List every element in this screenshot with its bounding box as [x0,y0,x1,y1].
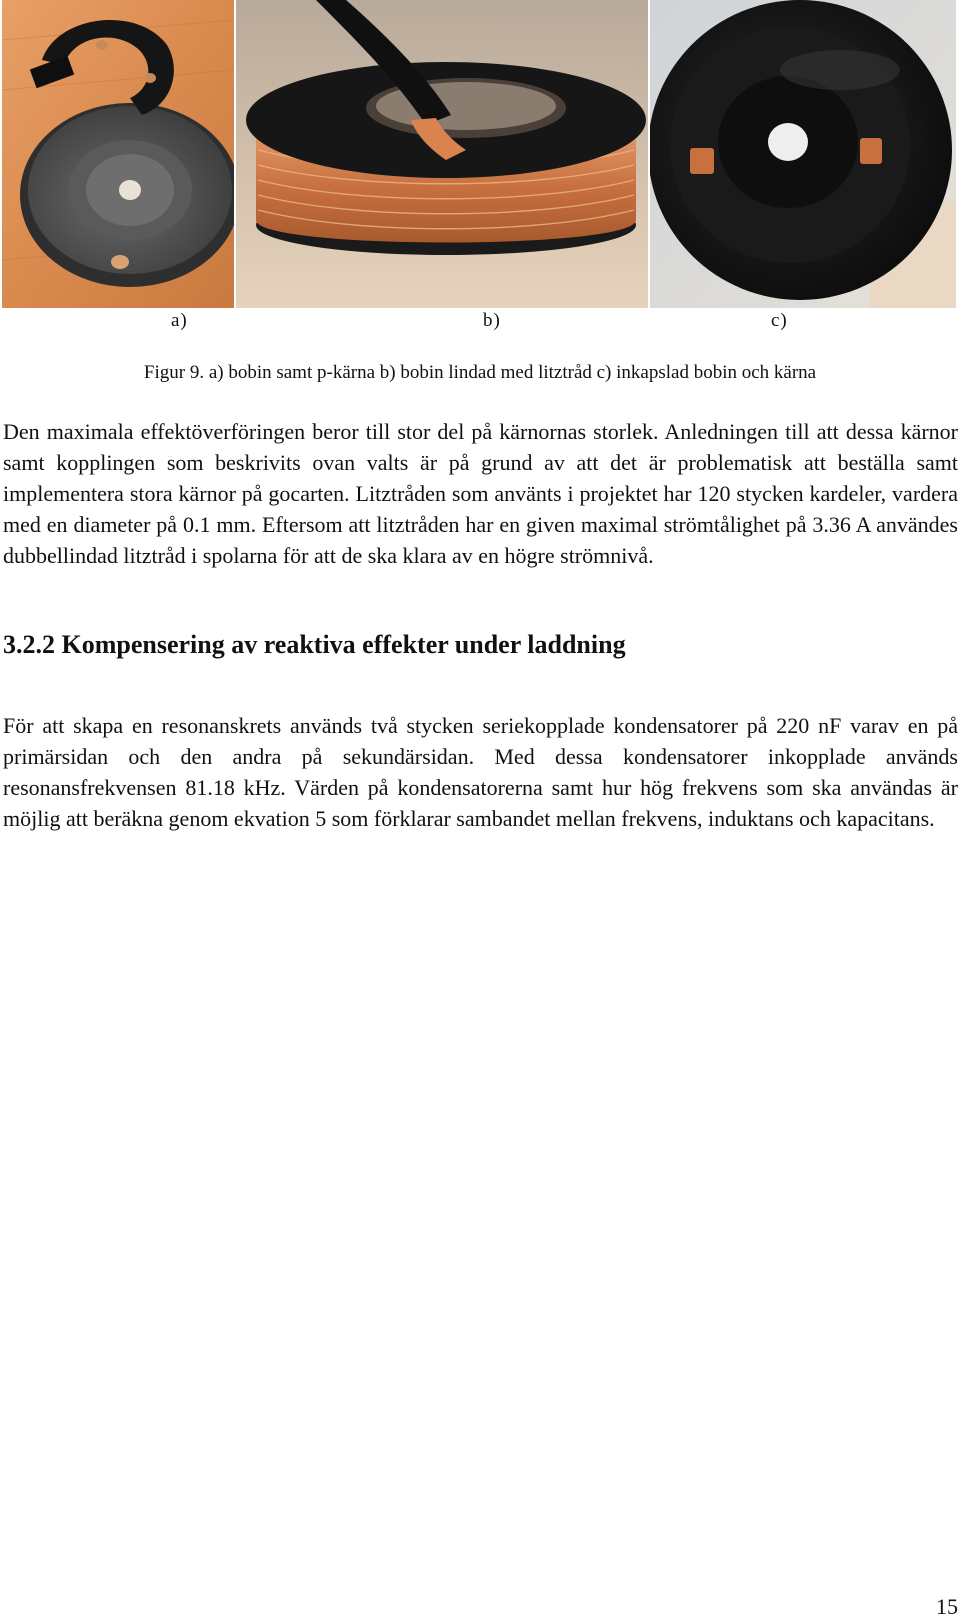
figure-sublabel-c: c) [771,310,788,331]
figure-caption: Figur 9. a) bobin samt p-kärna b) bobin lindad med litztråd c) inkapslad bobin och kärna [143,362,817,383]
body-paragraph-2: För att skapa en resonanskrets används två stycken seriekopplade kondensatorer på 220 nF varav en på primärsidan och den andra på sekundärsidan. Med dessa kondensatorer inkopplade används resonansfrekvensen 81.18 kHz. Värden på kondensatorerna samt hur hög frekvens som ska användas är möjlig att beräkna genom ekvation 5 som förklarar sambandet mellan frekvens, induktans och kapacitans. [3,713,958,831]
body-paragraph-1: Den maximala effektöverföringen beror till stor del på kärnornas storlek. Anledningen till att dessa kärnor samt kopplingen som beskrivits ovan valts är på grund av att det är problematisk att beställa samt implementera stora kärnor på gocarten. Litztråden som använts i projektet har 120 stycken kardeler, vardera med en diameter på 0.1 mm. Eftersom att litztråden har en given maximal strömtålighet på 3.36 A användes dubbellindad litztråd i spolarna för att de ska klara av en högre strömnivå. [3,419,958,568]
figure-sublabel-b: b) [483,310,501,331]
figure-sublabel-a: a) [171,310,188,331]
photo-wound-bobbin [236,0,648,308]
section-heading: 3.2.2 Kompensering av reaktiva effekter under laddning [3,630,626,659]
figure-photos [0,0,960,308]
page-number: 15 [936,1594,958,1619]
photo-bobbin-and-core [2,0,234,308]
photo-encapsulated-bobbin [650,0,956,308]
